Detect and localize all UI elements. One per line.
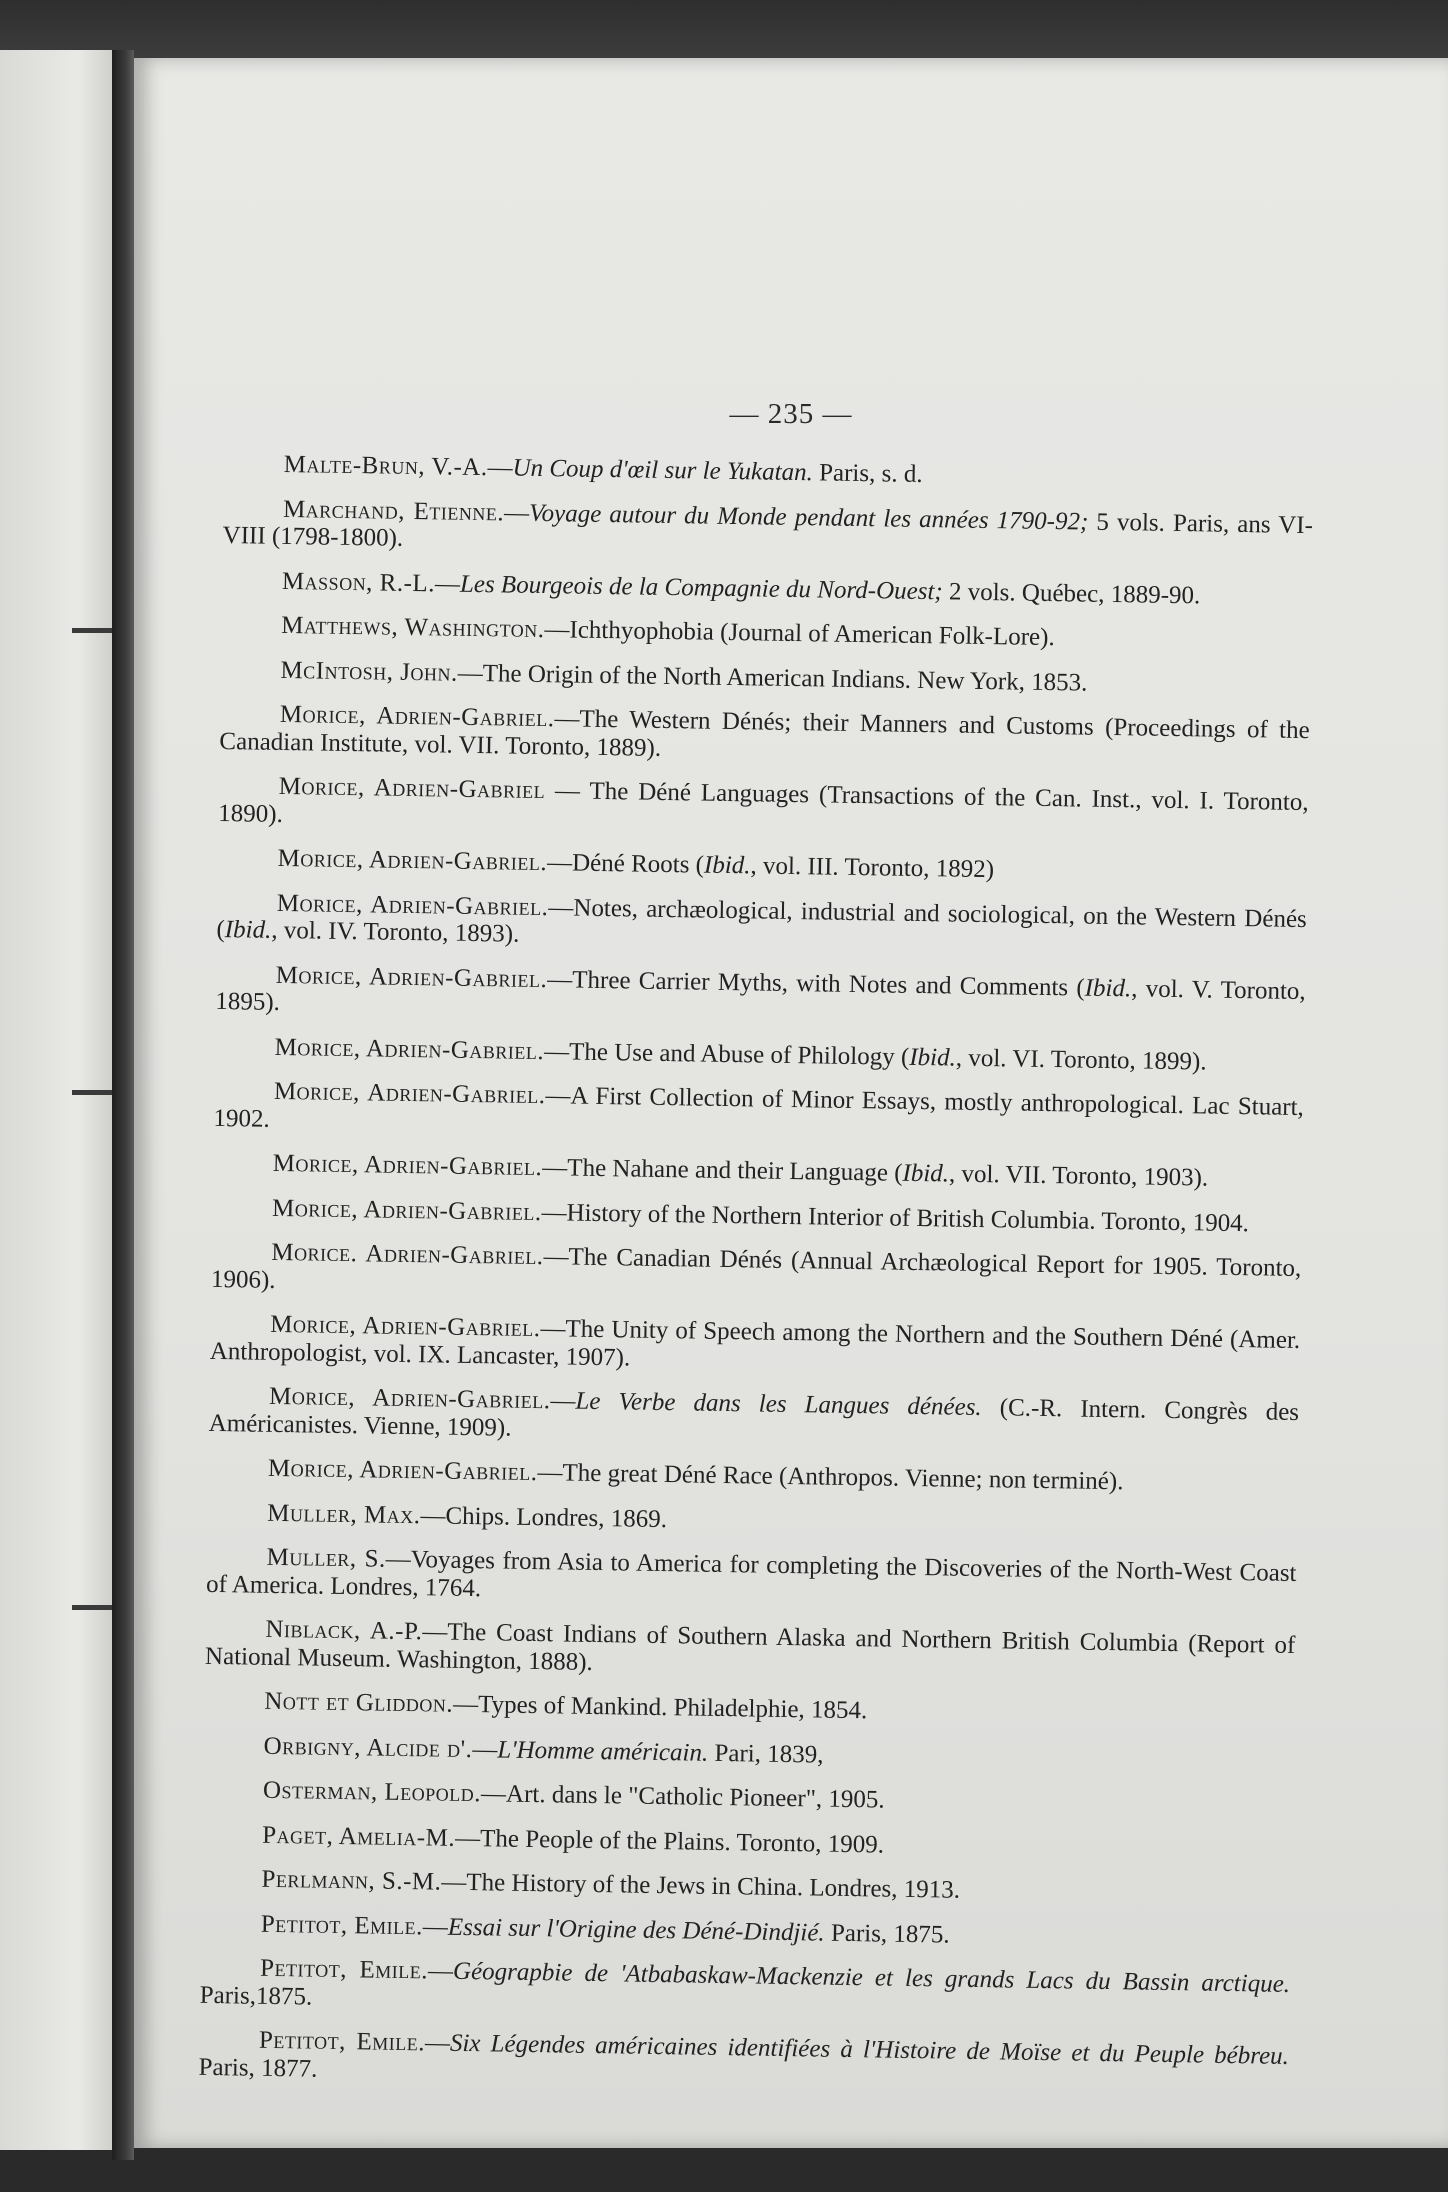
bibliography-entry	[206, 1543, 1297, 1615]
entry-text: , vol. V. Toronto, 1895).	[215, 974, 1306, 1016]
entry-author: Petitot, Emile.	[258, 2026, 426, 2057]
entry-title-italic: Les Bourgeois de la Compagnie du Nord-Ouest;	[459, 570, 943, 605]
bibliography-entry	[200, 1954, 1291, 2026]
bibliography-entry	[224, 450, 1314, 495]
bibliography-entry	[214, 1032, 1304, 1077]
bibliography-entry	[201, 1909, 1291, 1954]
entry-title-italic: Le Verbe dans les Langues dénées.	[575, 1387, 982, 1422]
entry-author: Petitot, Emile.	[259, 1954, 429, 1985]
entry-text: —Types of Mankind. Philadelphie, 1854.	[452, 1690, 868, 1725]
bibliography-entry	[219, 700, 1310, 772]
entry-text: —The great Déné Race (Anthropos. Vienne; non terminé).	[537, 1459, 1124, 1496]
entry-author: Morice. Adrien-Gabriel.	[271, 1238, 544, 1271]
bibliography-list	[198, 450, 1314, 2115]
bibliography-entry	[222, 494, 1313, 566]
entry-author: Matthews, Washington.	[281, 611, 545, 644]
bibliography-entry	[207, 1498, 1297, 1543]
entry-author: Masson, R.-L.	[281, 567, 436, 597]
bibliography-page	[134, 58, 1448, 2148]
entry-author: Orbigny, Alcide d'.	[263, 1732, 473, 1763]
entry-text: —History of the Northern Interior of British Columbia. Toronto, 1904.	[541, 1198, 1250, 1237]
entry-title-italic: Ibid.	[902, 1159, 950, 1188]
entry-author: Morice, Adrien-Gabriel.	[277, 844, 548, 877]
entry-author: Morice, Adrien-Gabriel.	[267, 1454, 538, 1487]
bibliography-entry	[203, 1776, 1293, 1821]
entry-text: —	[487, 454, 513, 482]
entry-text: —A First Collection of Minor Essays, mostly anthropological. Lac Stuart, 1902.	[213, 1082, 1305, 1133]
bibliography-entry	[208, 1454, 1298, 1499]
entry-text: Paris,1875.	[199, 1981, 313, 2011]
entry-author: Morice, Adrien-Gabriel.	[272, 1149, 543, 1182]
entry-text: —The Western Dénés; their Manners and Customs (Proceedings of the Canadian Institute, vol. VII. Toronto, 1889).	[219, 705, 1310, 762]
entry-text: —The Coast Indians of Southern Alaska and Northern British Columbia (Report of National Museum. Washington, 1888).	[204, 1618, 1296, 1676]
entry-title-italic: Ibid.	[224, 916, 272, 944]
bibliography-entry	[208, 1382, 1299, 1454]
entry-author: Malte-Brun, V.-A.	[283, 450, 488, 482]
entry-text: —	[550, 1387, 576, 1415]
bibliography-entry	[218, 772, 1309, 844]
bibliography-entry	[203, 1731, 1293, 1776]
entry-text: —The People of the Plains. Toronto, 1909.	[454, 1824, 885, 1859]
entry-text: —The Use and Abuse of Philology (	[543, 1037, 910, 1071]
entry-text: —Notes, archæological, industrial and sociological, on the Western Dénés (	[216, 893, 1307, 944]
bibliography-entry	[212, 1193, 1302, 1238]
entry-title-italic: Essai sur l'Origine des Déné-Dindjié.	[447, 1913, 825, 1947]
entry-author: Muller, S.	[266, 1543, 386, 1573]
entry-text: —	[434, 569, 461, 598]
entry-author: McIntosh, John.	[280, 656, 458, 687]
entry-author: Paget, Amelia-M.	[262, 1821, 456, 1852]
bibliography-entry	[213, 1077, 1304, 1149]
entry-text: , vol. VII. Toronto, 1903).	[948, 1160, 1209, 1192]
entry-title-italic: Ibid.	[703, 851, 751, 880]
entry-author: Muller, Max.	[267, 1499, 421, 1529]
entry-author: Morice, Adrien-Gabriel.	[274, 1033, 545, 1065]
entry-text: —The Canadian Dénés (Annual Archæological Report for 1905. Toronto, 1906).	[210, 1243, 1302, 1294]
entry-text: —The History of the Jews in China. Londres, 1913.	[441, 1868, 961, 1904]
entry-author: Niblack, A.-P.	[265, 1615, 423, 1646]
bibliography-entry	[211, 1238, 1302, 1310]
entry-text: —	[424, 2029, 451, 2057]
entry-author: Petitot, Emile.	[260, 1910, 424, 1940]
entry-text: —	[422, 1912, 449, 1941]
bibliography-entry	[205, 1615, 1296, 1687]
entry-text: —Déné Roots (	[546, 849, 705, 879]
binding-stitch	[72, 628, 112, 633]
entry-text: —Voyages from Asia to America for completing the Discoveries of the North-West Coast of America. Londres, 1764.	[205, 1545, 1297, 1602]
entry-title-italic: L'Homme américain.	[497, 1735, 709, 1767]
bibliography-entry	[220, 655, 1310, 700]
bibliography-entry	[198, 2026, 1289, 2098]
bibliography-entry	[201, 1865, 1291, 1910]
bibliography-entry	[221, 611, 1311, 656]
entry-text: —Ichthyophobia (Journal of American Folk-Lore).	[544, 616, 1055, 652]
entry-author: Morice, Adrien-Gabriel	[278, 772, 546, 805]
entry-text: —The Unity of Speech among the Northern and the Southern Déné (Amer. Anthropologist, vol. IX. Lancaster, 1907).	[209, 1315, 1301, 1371]
entry-author: Morice, Adrien-Gabriel.	[270, 1310, 541, 1343]
entry-title-italic: Géograpbie de 'Atbabaskaw-Mackenzie et les grands Lacs du Bassin arctique.	[452, 1957, 1291, 1998]
bibliography-entry	[213, 1149, 1303, 1194]
entry-title-italic: Six Légendes américaines identifiées à l'Histoire de Moïse et du Peuple bébreu.	[449, 2029, 1290, 2070]
entry-author: Morice, Adrien-Gabriel.	[271, 1194, 542, 1226]
bibliography-entry	[204, 1687, 1294, 1732]
entry-text: Paris, 1877.	[198, 2053, 318, 2083]
entry-text: Paris, s. d.	[812, 459, 923, 488]
entry-text: Pari, 1839,	[708, 1739, 824, 1769]
entry-title-italic: Ibid.	[909, 1043, 957, 1072]
entry-author: Osterman, Leopold.	[262, 1776, 482, 1808]
binding-stitch	[72, 1090, 112, 1095]
entry-title-italic: Voyage autour du Monde pendant les années 1790-92;	[528, 499, 1089, 536]
page-number: — 235 —	[729, 398, 853, 430]
entry-author: Marchand, Etienne.	[282, 495, 505, 526]
bibliography-entry	[217, 844, 1307, 889]
entry-title-italic: Ibid.	[1084, 974, 1132, 1002]
entry-text: (C.-R. Intern. Congrès des Américanistes. Vienne, 1909).	[208, 1394, 1300, 1442]
entry-text: —Chips. Londres, 1869.	[420, 1501, 668, 1533]
entry-text: —The Nahane and their Language (	[542, 1154, 903, 1187]
left-page-edge	[0, 50, 112, 2150]
entry-title-italic: Un Coup d'œil sur le Yukatan.	[512, 454, 814, 487]
bibliography-entry	[215, 960, 1306, 1032]
entry-author: Morice, Adrien-Gabriel.	[273, 1077, 546, 1110]
binding-stitch	[72, 1605, 112, 1610]
entry-text: Paris, 1875.	[824, 1919, 950, 1949]
entry-author: Morice, Adrien-Gabriel.	[275, 961, 548, 993]
entry-author: Morice, Adrien-Gabriel.	[276, 889, 549, 921]
entry-text: —The Origin of the North American Indians. New York, 1853.	[457, 659, 1088, 697]
bibliography-entry	[202, 1820, 1292, 1865]
entry-text: —Art. dans le "Catholic Pioneer", 1905.	[480, 1780, 885, 1814]
entry-author: Perlmann, S.-M.	[261, 1865, 442, 1896]
entry-author: Morice, Adrien-Gabriel.	[268, 1382, 551, 1415]
entry-text: 2 vols. Québec, 1889-90.	[942, 577, 1201, 609]
entry-text: , vol. III. Toronto, 1892)	[750, 852, 995, 884]
entry-text: —	[427, 1957, 454, 1985]
entry-text: —	[503, 498, 530, 527]
bibliography-entry	[216, 888, 1307, 960]
entry-text: 5 vols. Paris, ans VI-VIII (1798-1800).	[222, 508, 1314, 552]
bibliography-entry	[210, 1310, 1301, 1382]
entry-text: —	[472, 1735, 498, 1763]
entry-author: Nott et Gliddon.	[264, 1687, 454, 1718]
entry-text: — The Déné Languages (Transactions of the Can. Inst., vol. I. Toronto, 1890).	[218, 777, 1309, 828]
bibliography-entry	[222, 566, 1312, 611]
book-spine	[112, 50, 134, 2160]
entry-text: —Three Carrier Myths, with Notes and Comments (	[547, 965, 1085, 1002]
entry-text: , vol. IV. Toronto, 1893).	[271, 916, 520, 948]
entry-author: Morice, Adrien-Gabriel.	[279, 700, 555, 733]
entry-text: , vol. VI. Toronto, 1899).	[955, 1044, 1207, 1076]
